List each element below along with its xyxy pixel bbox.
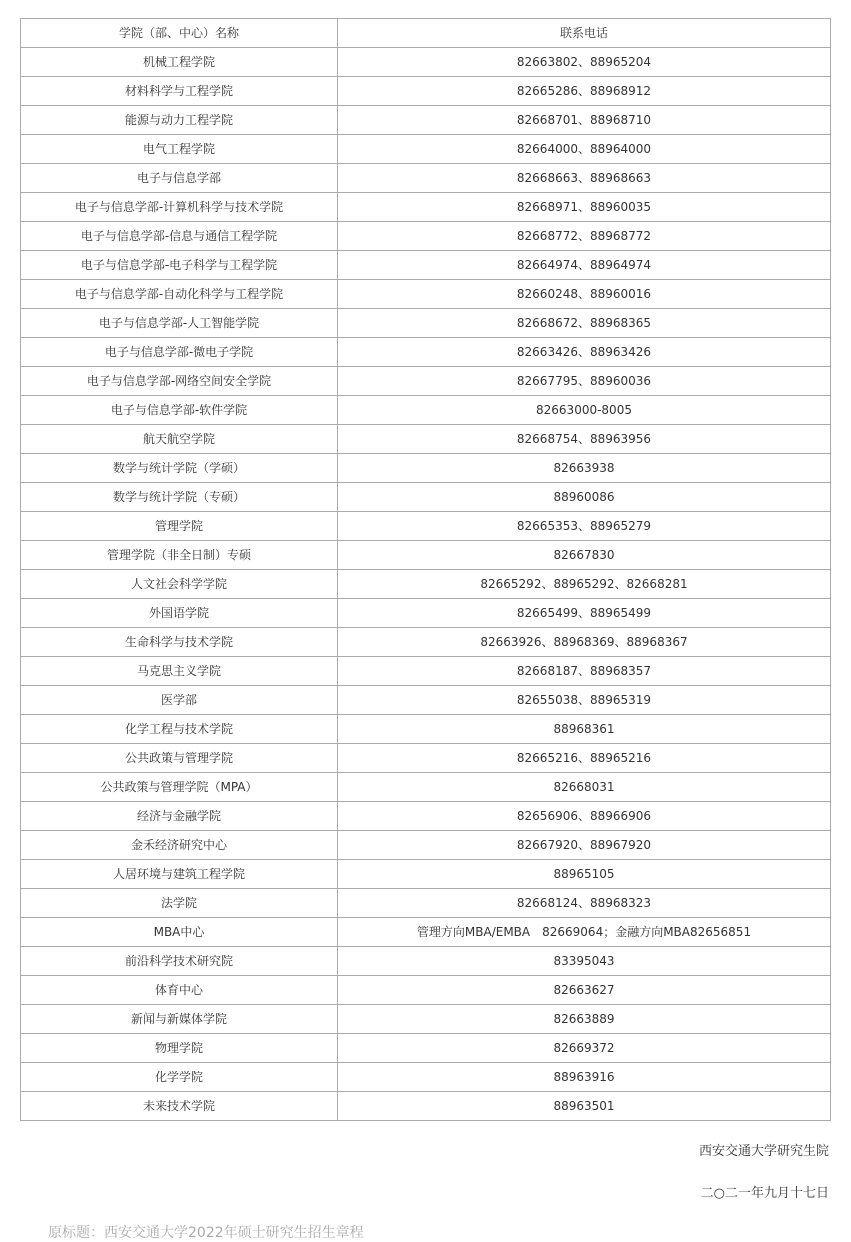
phone-cell: 82665499、88965499: [338, 599, 831, 628]
college-name-cell: 外国语学院: [21, 599, 338, 628]
table-row: [21, 831, 831, 860]
table-row: [21, 1034, 831, 1063]
college-name-cell: 电子与信息学部: [21, 164, 338, 193]
college-name-cell: 未来技术学院: [21, 1092, 338, 1121]
college-name-cell: 机械工程学院: [21, 48, 338, 77]
phone-cell: 82665216、88965216: [338, 744, 831, 773]
phone-cell: 管理方向MBA/EMBA 82669064；金融方向MBA82656851: [338, 918, 831, 947]
phone-cell: 82663627: [338, 976, 831, 1005]
phone-cell: 88963916: [338, 1063, 831, 1092]
college-name-cell: 生命科学与技术学院: [21, 628, 338, 657]
college-name-cell: 医学部: [21, 686, 338, 715]
phone-cell: 88968361: [338, 715, 831, 744]
table-row: [21, 1063, 831, 1092]
contact-table: [20, 18, 831, 1121]
table-row: [21, 541, 831, 570]
signature-org: 西安交通大学研究生院: [698, 1144, 829, 1159]
college-name-cell: 新闻与新媒体学院: [21, 1005, 338, 1034]
header-phone: 联系电话: [338, 19, 831, 48]
table-row: [21, 338, 831, 367]
table-row: [21, 947, 831, 976]
phone-cell: 82667795、88960036: [338, 367, 831, 396]
phone-cell: 82667920、88967920: [338, 831, 831, 860]
college-name-cell: 物理学院: [21, 1034, 338, 1063]
phone-cell: 82668124、88968323: [338, 889, 831, 918]
table-row: [21, 309, 831, 338]
phone-cell: 82665353、88965279: [338, 512, 831, 541]
phone-cell: 88960086: [338, 483, 831, 512]
table-row: [21, 860, 831, 889]
table-row: [21, 686, 831, 715]
phone-cell: 82669372: [338, 1034, 831, 1063]
contact-table-body: [21, 19, 831, 1121]
phone-cell: 82663926、88968369、88968367: [338, 628, 831, 657]
college-name-cell: 管理学院: [21, 512, 338, 541]
college-name-cell: 化学工程与技术学院: [21, 715, 338, 744]
table-row: [21, 918, 831, 947]
phone-cell: 88965105: [338, 860, 831, 889]
phone-cell: 82668971、88960035: [338, 193, 831, 222]
college-name-cell: 法学院: [21, 889, 338, 918]
college-name-cell: 电子与信息学部-信息与通信工程学院: [21, 222, 338, 251]
phone-cell: 82668754、88963956: [338, 425, 831, 454]
college-name-cell: 能源与动力工程学院: [21, 106, 338, 135]
college-name-cell: 航天航空学院: [21, 425, 338, 454]
college-name-cell: 体育中心: [21, 976, 338, 1005]
college-name-cell: 管理学院（非全日制）专硕: [21, 541, 338, 570]
college-name-cell: 前沿科学技术研究院: [21, 947, 338, 976]
college-name-cell: 化学学院: [21, 1063, 338, 1092]
college-name-cell: 人居环境与建筑工程学院: [21, 860, 338, 889]
phone-cell: 82664974、88964974: [338, 251, 831, 280]
college-name-cell: 材料科学与工程学院: [21, 77, 338, 106]
college-name-cell: 电子与信息学部-网络空间安全学院: [21, 367, 338, 396]
phone-cell: 82663426、88963426: [338, 338, 831, 367]
phone-cell: 82664000、88964000: [338, 135, 831, 164]
phone-cell: 82668663、88968663: [338, 164, 831, 193]
college-name-cell: 马克思主义学院: [21, 657, 338, 686]
table-row: [21, 106, 831, 135]
table-row: [21, 599, 831, 628]
phone-cell: 82656906、88966906: [338, 802, 831, 831]
table-row: [21, 976, 831, 1005]
table-row: [21, 657, 831, 686]
phone-cell: 82668701、88968710: [338, 106, 831, 135]
table-row: [21, 251, 831, 280]
table-row: [21, 222, 831, 251]
table-row: [21, 280, 831, 309]
phone-cell: 82663889: [338, 1005, 831, 1034]
table-row: [21, 77, 831, 106]
phone-cell: 83395043: [338, 947, 831, 976]
signature-date: 二○二一年九月十七日: [700, 1186, 829, 1201]
college-name-cell: 经济与金融学院: [21, 802, 338, 831]
phone-cell: 82660248、88960016: [338, 280, 831, 309]
college-name-cell: 数学与统计学院（专硕）: [21, 483, 338, 512]
phone-cell: 82668187、88968357: [338, 657, 831, 686]
college-name-cell: 电子与信息学部-软件学院: [21, 396, 338, 425]
college-name-cell: 电子与信息学部-人工智能学院: [21, 309, 338, 338]
table-row: [21, 744, 831, 773]
college-name-cell: 电子与信息学部-电子科学与工程学院: [21, 251, 338, 280]
source-title: 原标题：西安交通大学2022年硕士研究生招生章程: [48, 1225, 364, 1241]
phone-cell: 82668031: [338, 773, 831, 802]
phone-cell: 82668772、88968772: [338, 222, 831, 251]
college-name-cell: 数学与统计学院（学硕）: [21, 454, 338, 483]
phone-cell: 82655038、88965319: [338, 686, 831, 715]
table-row: [21, 570, 831, 599]
table-row: [21, 193, 831, 222]
phone-cell: 82668672、88968365: [338, 309, 831, 338]
table-header-row: [21, 19, 831, 48]
college-name-cell: 电气工程学院: [21, 135, 338, 164]
table-row: [21, 1092, 831, 1121]
phone-cell: 82663938: [338, 454, 831, 483]
table-row: [21, 715, 831, 744]
table-row: [21, 48, 831, 77]
table-row: [21, 135, 831, 164]
phone-cell: 82665292、88965292、82668281: [338, 570, 831, 599]
phone-cell: 88963501: [338, 1092, 831, 1121]
college-name-cell: 公共政策与管理学院（MPA）: [21, 773, 338, 802]
table-row: [21, 367, 831, 396]
college-name-cell: 公共政策与管理学院: [21, 744, 338, 773]
table-row: [21, 512, 831, 541]
phone-cell: 82663000-8005: [338, 396, 831, 425]
college-name-cell: 电子与信息学部-自动化科学与工程学院: [21, 280, 338, 309]
table-row: [21, 628, 831, 657]
phone-cell: 82667830: [338, 541, 831, 570]
college-name-cell: 电子与信息学部-计算机科学与技术学院: [21, 193, 338, 222]
table-row: [21, 483, 831, 512]
phone-cell: 82665286、88968912: [338, 77, 831, 106]
college-name-cell: 人文社会科学学院: [21, 570, 338, 599]
phone-cell: 82663802、88965204: [338, 48, 831, 77]
table-row: [21, 889, 831, 918]
table-row: [21, 1005, 831, 1034]
college-name-cell: 电子与信息学部-微电子学院: [21, 338, 338, 367]
table-row: [21, 454, 831, 483]
table-row: [21, 802, 831, 831]
table-row: [21, 425, 831, 454]
table-row: [21, 164, 831, 193]
table-row: [21, 396, 831, 425]
table-row: [21, 773, 831, 802]
college-name-cell: 金禾经济研究中心: [21, 831, 338, 860]
college-name-cell: MBA中心: [21, 918, 338, 947]
header-name: 学院（部、中心）名称: [21, 19, 338, 48]
